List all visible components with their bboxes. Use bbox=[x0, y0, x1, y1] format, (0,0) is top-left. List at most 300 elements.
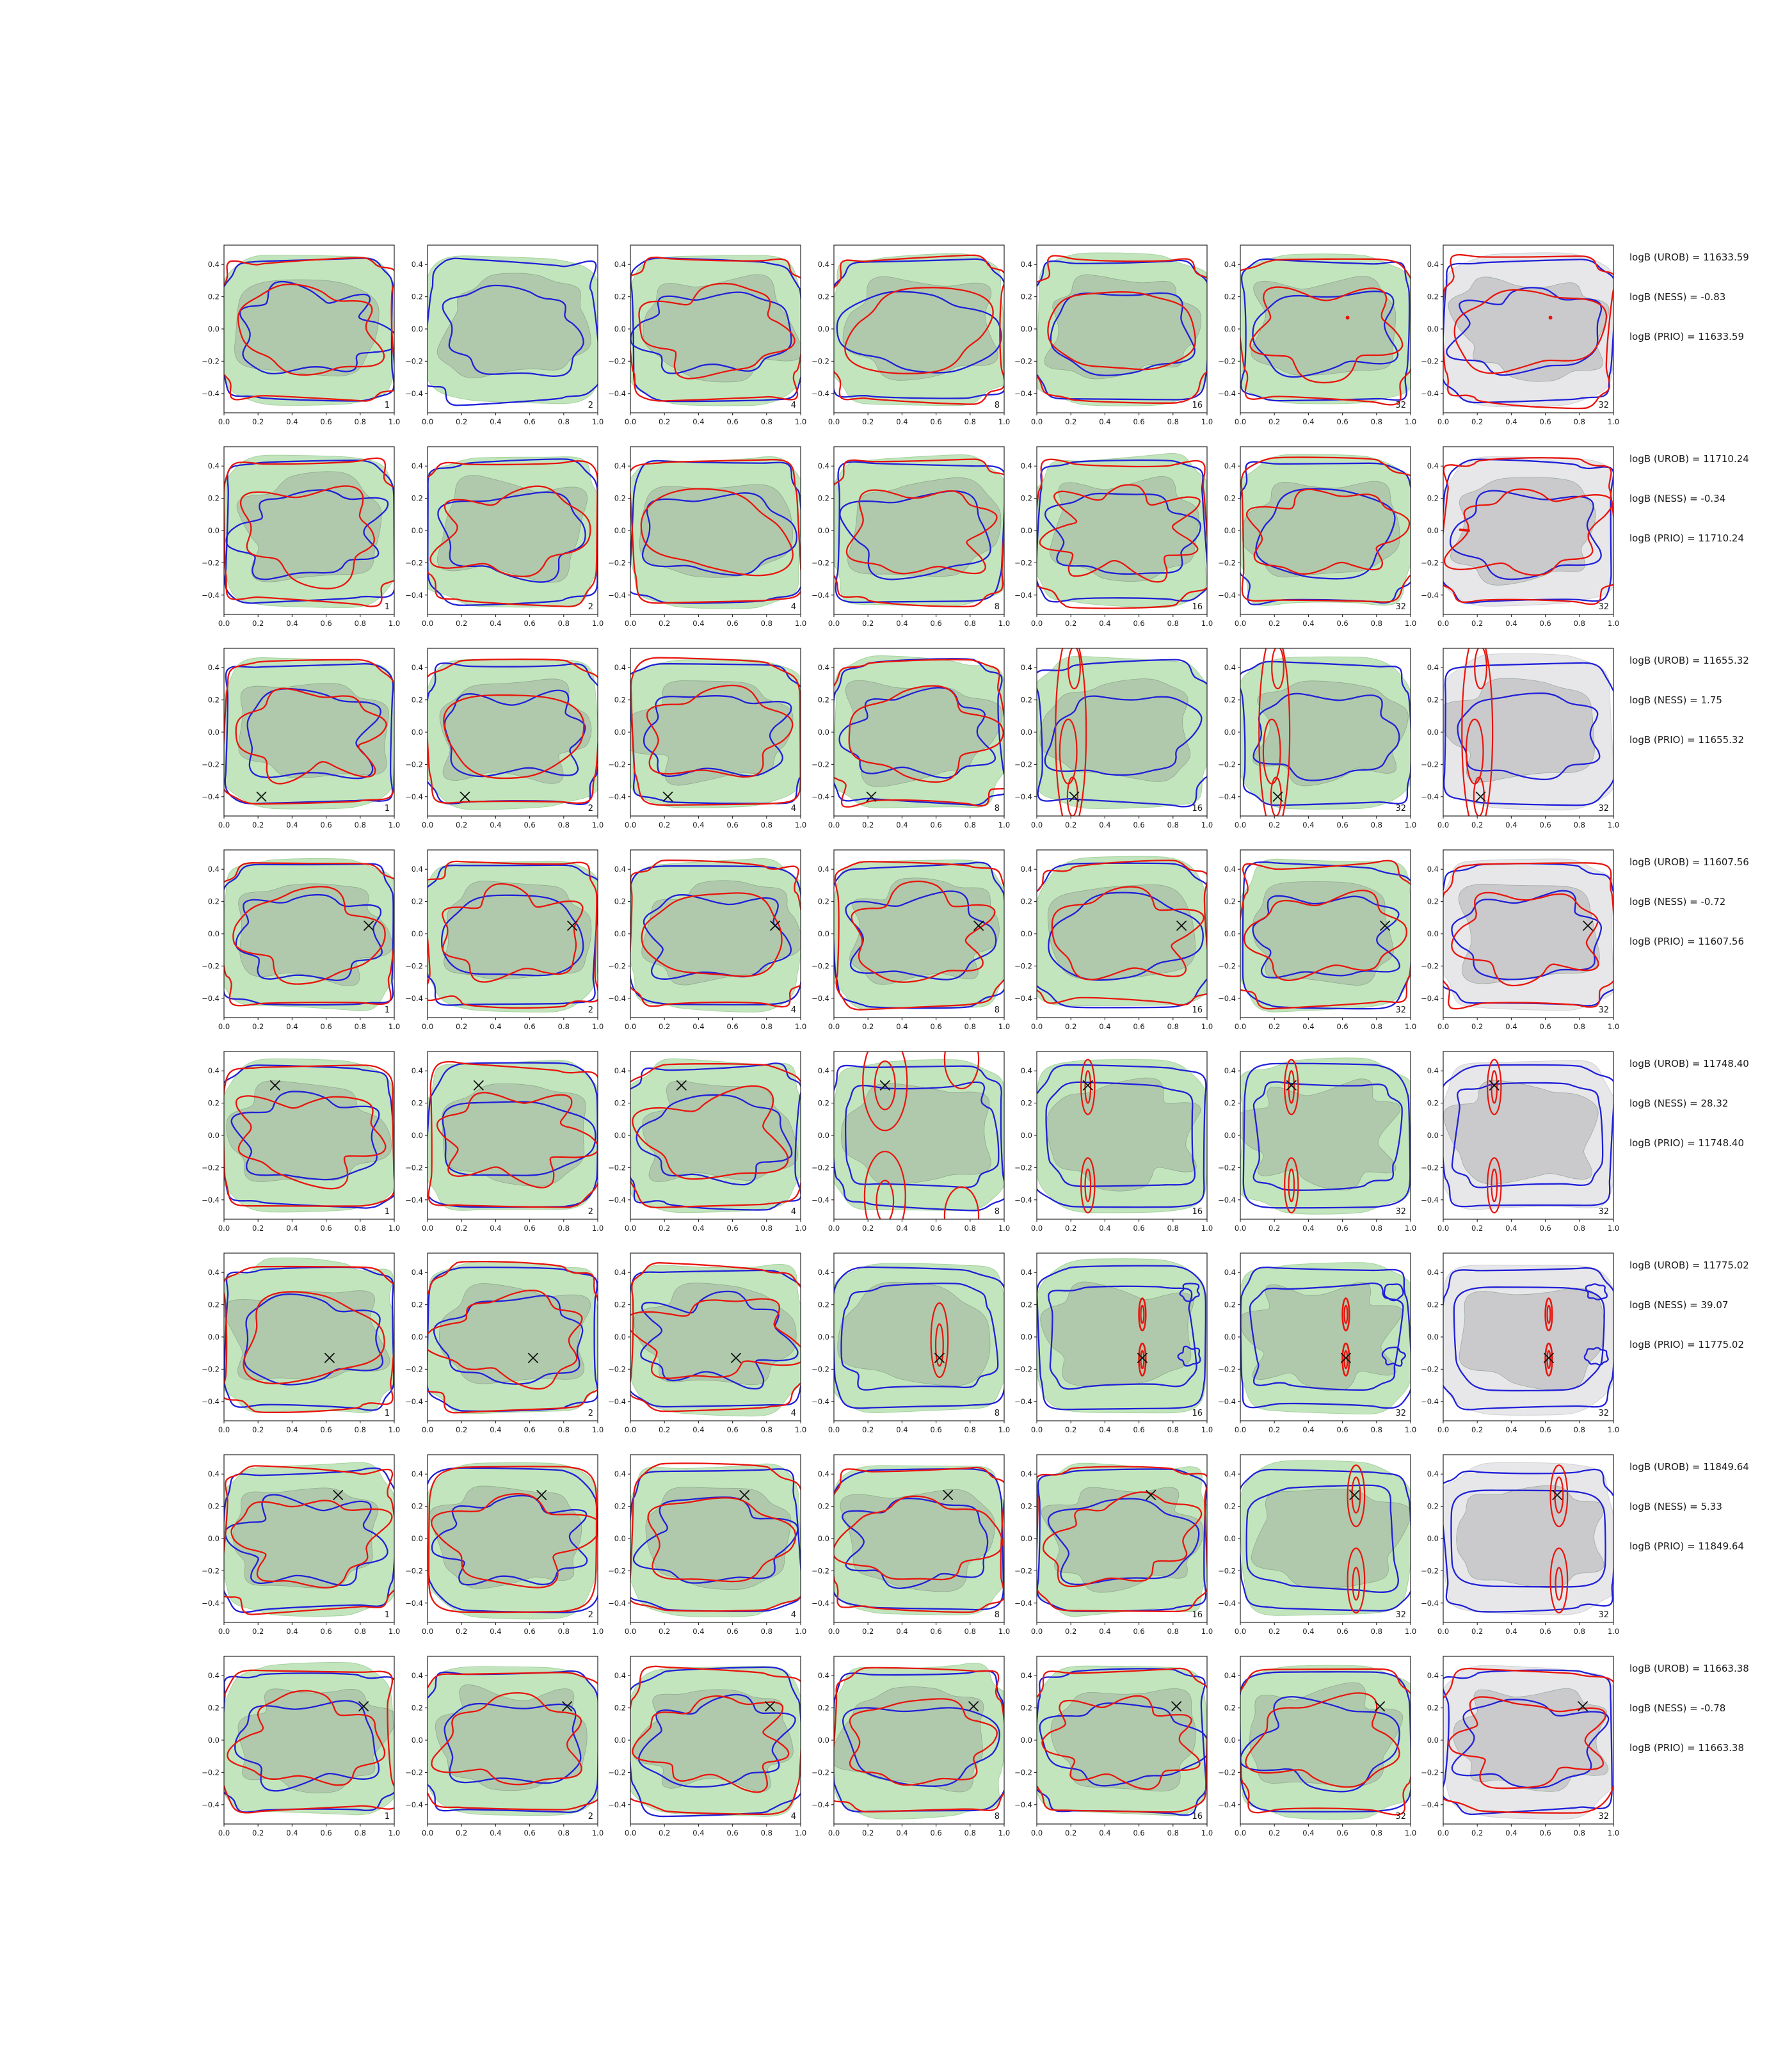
x-tick-label: 1.0 bbox=[1607, 1224, 1620, 1233]
contour-plot bbox=[189, 1649, 404, 1845]
x-tick-label: 0.2 bbox=[1268, 1627, 1280, 1636]
subplot-row6-col5 bbox=[1002, 1245, 1217, 1442]
y-tick-label: 0.4 bbox=[207, 1066, 220, 1076]
y-tick-label: 0.2 bbox=[207, 493, 220, 503]
y-tick-label: 0.0 bbox=[411, 728, 423, 737]
contour-plot bbox=[1002, 1245, 1217, 1442]
x-tick-label: 0.4 bbox=[286, 1022, 298, 1031]
row-annotation bbox=[1629, 250, 1792, 369]
y-tick-label: 0.4 bbox=[1224, 461, 1236, 471]
x-tick-label: 0.4 bbox=[1302, 417, 1315, 426]
x-tick-label: 0.4 bbox=[489, 1425, 502, 1434]
contour-plot bbox=[392, 842, 607, 1039]
y-tick-label: −0.4 bbox=[202, 1598, 220, 1608]
logb-ness-value: logB (NESS) = 5.33 bbox=[1629, 1501, 1722, 1512]
x-tick-label: 0.8 bbox=[557, 1627, 570, 1636]
y-tick-label: 0.0 bbox=[614, 728, 626, 737]
x-tick-label: 0.8 bbox=[557, 619, 570, 628]
y-tick-label: 0.4 bbox=[614, 1469, 626, 1479]
y-tick-label: 0.4 bbox=[614, 1671, 626, 1681]
y-tick-label: 0.0 bbox=[1427, 1736, 1439, 1745]
logb-urob-value: logB (UROB) = 11775.02 bbox=[1629, 1260, 1749, 1271]
y-tick-label: −0.2 bbox=[1421, 1163, 1439, 1172]
y-tick-label: −0.4 bbox=[1421, 1195, 1439, 1204]
y-tick-label: 0.2 bbox=[207, 1098, 220, 1108]
x-tick-label: 0.8 bbox=[1370, 1828, 1382, 1837]
subplot-row5-col3 bbox=[595, 1044, 810, 1240]
particle-count-label: 4 bbox=[790, 1409, 796, 1418]
y-tick-label: −0.2 bbox=[202, 760, 220, 769]
x-tick-label: 0.4 bbox=[1505, 417, 1517, 426]
y-tick-label: −0.2 bbox=[1421, 1364, 1439, 1374]
x-tick-label: 0.6 bbox=[1539, 417, 1551, 426]
x-tick-label: 0.8 bbox=[964, 1828, 976, 1837]
subplot-row8-col3 bbox=[595, 1649, 810, 1845]
y-tick-label: 0.2 bbox=[1224, 695, 1236, 705]
contour-plot bbox=[189, 842, 404, 1039]
x-tick-label: 0.2 bbox=[861, 1022, 874, 1031]
x-tick-label: 0.0 bbox=[828, 619, 840, 628]
x-tick-label: 0.0 bbox=[421, 417, 433, 426]
y-tick-label: 0.4 bbox=[1427, 461, 1439, 471]
contour-plot bbox=[1408, 842, 1623, 1039]
particle-count-label: 1 bbox=[384, 1005, 390, 1015]
y-tick-label: −0.4 bbox=[811, 590, 829, 600]
x-tick-label: 0.8 bbox=[760, 1627, 772, 1636]
x-tick-label: 1.0 bbox=[1201, 417, 1213, 426]
y-tick-label: 0.2 bbox=[817, 1501, 829, 1511]
logb-prio-value: logB (PRIO) = 11775.02 bbox=[1629, 1339, 1745, 1350]
x-tick-label: 0.6 bbox=[1539, 1425, 1551, 1434]
x-tick-label: 0.2 bbox=[1065, 1425, 1077, 1434]
y-tick-label: 0.4 bbox=[817, 865, 829, 874]
x-tick-label: 1.0 bbox=[591, 1828, 604, 1837]
particle-count-label: 32 bbox=[1598, 1610, 1609, 1620]
subplot-row7-col2 bbox=[392, 1447, 607, 1644]
x-tick-label: 0.6 bbox=[320, 1828, 332, 1837]
x-tick-label: 0.4 bbox=[1302, 1224, 1315, 1233]
x-tick-label: 0.0 bbox=[828, 820, 840, 829]
x-tick-label: 0.4 bbox=[489, 1224, 502, 1233]
y-tick-label: −0.4 bbox=[404, 388, 423, 398]
x-tick-label: 0.8 bbox=[1573, 1224, 1585, 1233]
y-tick-label: −0.4 bbox=[202, 388, 220, 398]
y-tick-label: −0.2 bbox=[1014, 1163, 1032, 1172]
y-tick-label: 0.4 bbox=[1020, 663, 1032, 673]
x-tick-label: 0.6 bbox=[1539, 1828, 1551, 1837]
y-tick-label: −0.4 bbox=[1217, 792, 1236, 801]
contour-plot bbox=[1408, 641, 1623, 837]
y-tick-label: 0.0 bbox=[1224, 1332, 1236, 1341]
x-tick-label: 0.8 bbox=[1167, 1022, 1179, 1031]
x-tick-label: 0.0 bbox=[218, 1425, 230, 1434]
x-tick-label: 0.6 bbox=[726, 1425, 739, 1434]
y-tick-label: −0.4 bbox=[608, 388, 626, 398]
y-tick-label: 0.4 bbox=[411, 1268, 423, 1277]
x-tick-label: 0.4 bbox=[1099, 1224, 1111, 1233]
y-tick-label: 0.0 bbox=[1020, 324, 1032, 333]
row-annotation bbox=[1629, 855, 1792, 974]
x-tick-label: 0.4 bbox=[692, 1425, 705, 1434]
y-tick-label: −0.2 bbox=[1014, 1768, 1032, 1777]
particle-count-label: 32 bbox=[1395, 1207, 1406, 1217]
particle-count-label: 2 bbox=[588, 1409, 593, 1418]
row-annotation bbox=[1629, 653, 1792, 772]
x-tick-label: 0.4 bbox=[1099, 1828, 1111, 1837]
particle-count-label: 8 bbox=[994, 1409, 1000, 1418]
logb-ness-value: logB (NESS) = 28.32 bbox=[1629, 1098, 1729, 1109]
x-tick-label: 1.0 bbox=[998, 820, 1010, 829]
x-tick-label: 0.6 bbox=[320, 1425, 332, 1434]
y-tick-label: −0.2 bbox=[1217, 356, 1236, 366]
y-tick-label: −0.4 bbox=[1421, 1598, 1439, 1608]
y-tick-label: 0.0 bbox=[1020, 526, 1032, 535]
particle-count-label: 2 bbox=[588, 401, 593, 410]
y-tick-label: 0.2 bbox=[817, 1300, 829, 1309]
subplot-row7-col5 bbox=[1002, 1447, 1217, 1644]
particle-count-label: 1 bbox=[384, 602, 390, 612]
x-tick-label: 0.8 bbox=[1573, 417, 1585, 426]
x-tick-label: 0.8 bbox=[964, 1627, 976, 1636]
y-tick-label: −0.2 bbox=[1014, 356, 1032, 366]
x-tick-label: 0.2 bbox=[1471, 1224, 1484, 1233]
x-tick-label: 0.2 bbox=[1268, 1022, 1280, 1031]
y-tick-label: −0.4 bbox=[1217, 1396, 1236, 1406]
y-tick-label: −0.2 bbox=[202, 558, 220, 568]
contour-plot bbox=[799, 1245, 1014, 1442]
x-tick-label: 0.2 bbox=[1268, 417, 1280, 426]
x-tick-label: 0.0 bbox=[1234, 1224, 1246, 1233]
x-tick-label: 0.0 bbox=[421, 820, 433, 829]
x-tick-label: 0.0 bbox=[218, 619, 230, 628]
contour-plot bbox=[392, 1245, 607, 1442]
y-tick-label: 0.4 bbox=[411, 663, 423, 673]
particle-count-label: 16 bbox=[1192, 804, 1203, 813]
y-tick-label: −0.4 bbox=[202, 1800, 220, 1809]
subplot-row2-col5 bbox=[1002, 439, 1217, 636]
x-tick-label: 0.0 bbox=[421, 1022, 433, 1031]
y-tick-label: −0.2 bbox=[811, 961, 829, 971]
contour-plot bbox=[1002, 237, 1217, 434]
x-tick-label: 0.0 bbox=[1437, 1022, 1450, 1031]
x-tick-label: 0.2 bbox=[455, 1828, 467, 1837]
y-tick-label: −0.4 bbox=[1217, 1195, 1236, 1204]
x-tick-label: 0.8 bbox=[354, 1627, 366, 1636]
subplot-row3-col4 bbox=[799, 641, 1014, 837]
row-annotation bbox=[1629, 452, 1792, 571]
subplot-row1-col2 bbox=[392, 237, 607, 434]
x-tick-label: 1.0 bbox=[591, 820, 604, 829]
x-tick-label: 0.0 bbox=[828, 1425, 840, 1434]
contour-plot bbox=[799, 842, 1014, 1039]
x-tick-label: 0.0 bbox=[1234, 1425, 1246, 1434]
y-tick-label: 0.2 bbox=[1224, 493, 1236, 503]
y-tick-label: 0.2 bbox=[411, 1703, 423, 1713]
subplot-row7-col3 bbox=[595, 1447, 810, 1644]
y-tick-label: 0.4 bbox=[1427, 1268, 1439, 1277]
x-tick-label: 0.0 bbox=[421, 619, 433, 628]
x-tick-label: 0.6 bbox=[726, 1224, 739, 1233]
y-tick-label: 0.4 bbox=[411, 260, 423, 269]
x-tick-label: 0.0 bbox=[1030, 1022, 1043, 1031]
x-tick-label: 0.6 bbox=[929, 1425, 942, 1434]
x-tick-label: 0.0 bbox=[1437, 1627, 1450, 1636]
x-tick-label: 0.2 bbox=[1471, 1022, 1484, 1031]
x-tick-label: 0.8 bbox=[557, 1425, 570, 1434]
y-tick-label: 0.2 bbox=[817, 695, 829, 705]
y-tick-label: 0.4 bbox=[1020, 1066, 1032, 1076]
contour-plot bbox=[1408, 237, 1623, 434]
x-tick-label: 1.0 bbox=[1404, 1224, 1416, 1233]
x-tick-label: 0.8 bbox=[964, 417, 976, 426]
contour-plot bbox=[1205, 1044, 1420, 1240]
x-tick-label: 0.8 bbox=[1167, 1828, 1179, 1837]
subplot-row1-col6 bbox=[1205, 237, 1420, 434]
red-dash-marker bbox=[1460, 530, 1469, 531]
y-tick-label: −0.4 bbox=[1421, 993, 1439, 1003]
x-tick-label: 1.0 bbox=[794, 417, 807, 426]
y-tick-label: 0.0 bbox=[207, 1736, 220, 1745]
logb-urob-value: logB (UROB) = 11607.56 bbox=[1629, 856, 1749, 868]
y-tick-label: −0.2 bbox=[404, 558, 423, 568]
x-tick-label: 0.6 bbox=[1133, 1627, 1145, 1636]
x-tick-label: 0.2 bbox=[659, 619, 671, 628]
y-tick-label: −0.2 bbox=[608, 558, 626, 568]
y-tick-label: 0.0 bbox=[411, 1534, 423, 1543]
y-tick-label: 0.2 bbox=[1224, 1300, 1236, 1309]
particle-count-label: 1 bbox=[384, 804, 390, 813]
x-tick-label: 0.6 bbox=[1539, 1224, 1551, 1233]
contour-plot bbox=[799, 1044, 1014, 1240]
x-tick-label: 0.0 bbox=[1437, 619, 1450, 628]
x-tick-label: 0.6 bbox=[1133, 1224, 1145, 1233]
y-tick-label: 0.0 bbox=[817, 929, 829, 938]
x-tick-label: 0.6 bbox=[726, 1627, 739, 1636]
particle-count-label: 8 bbox=[994, 602, 1000, 612]
x-tick-label: 0.0 bbox=[1030, 619, 1043, 628]
x-tick-label: 0.4 bbox=[1505, 1425, 1517, 1434]
x-tick-label: 0.0 bbox=[828, 1022, 840, 1031]
x-tick-label: 0.6 bbox=[726, 1828, 739, 1837]
logb-prio-value: logB (PRIO) = 11710.24 bbox=[1629, 532, 1745, 544]
y-tick-label: −0.4 bbox=[1014, 1598, 1032, 1608]
y-tick-label: −0.4 bbox=[202, 792, 220, 801]
subplot-row3-col2 bbox=[392, 641, 607, 837]
x-tick-label: 1.0 bbox=[794, 619, 807, 628]
y-tick-label: 0.2 bbox=[1020, 493, 1032, 503]
y-tick-label: −0.4 bbox=[202, 590, 220, 600]
particle-count-label: 32 bbox=[1395, 401, 1406, 410]
x-tick-label: 0.6 bbox=[1336, 1828, 1348, 1837]
contour-plot bbox=[799, 1649, 1014, 1845]
particle-count-label: 32 bbox=[1395, 602, 1406, 612]
x-tick-label: 0.4 bbox=[1099, 417, 1111, 426]
particle-count-label: 4 bbox=[790, 1610, 796, 1620]
x-tick-label: 1.0 bbox=[794, 1224, 807, 1233]
x-tick-label: 0.2 bbox=[252, 1627, 264, 1636]
y-tick-label: −0.2 bbox=[1421, 760, 1439, 769]
x-tick-label: 0.0 bbox=[1030, 820, 1043, 829]
logb-prio-value: logB (PRIO) = 11655.32 bbox=[1629, 734, 1745, 746]
x-tick-label: 0.0 bbox=[1234, 1627, 1246, 1636]
y-tick-label: −0.2 bbox=[404, 961, 423, 971]
y-tick-label: −0.4 bbox=[404, 1396, 423, 1406]
particle-count-label: 2 bbox=[588, 804, 593, 813]
x-tick-label: 1.0 bbox=[591, 619, 604, 628]
x-tick-label: 0.8 bbox=[1370, 619, 1382, 628]
x-tick-label: 0.6 bbox=[726, 417, 739, 426]
x-tick-label: 0.6 bbox=[320, 1627, 332, 1636]
logb-ness-value: logB (NESS) = 39.07 bbox=[1629, 1299, 1729, 1311]
x-tick-label: 0.6 bbox=[929, 1224, 942, 1233]
x-tick-label: 0.6 bbox=[320, 1022, 332, 1031]
x-tick-label: 0.4 bbox=[1505, 619, 1517, 628]
y-tick-label: 0.4 bbox=[1224, 865, 1236, 874]
x-tick-label: 0.2 bbox=[1065, 1224, 1077, 1233]
y-tick-label: −0.4 bbox=[1014, 792, 1032, 801]
x-tick-label: 0.8 bbox=[354, 619, 366, 628]
x-tick-label: 0.0 bbox=[1234, 619, 1246, 628]
y-tick-label: 0.0 bbox=[207, 324, 220, 333]
x-tick-label: 0.8 bbox=[760, 1022, 772, 1031]
y-tick-label: −0.2 bbox=[1421, 961, 1439, 971]
contour-plot bbox=[595, 439, 810, 636]
y-tick-label: 0.0 bbox=[1224, 1131, 1236, 1140]
particle-count-label: 4 bbox=[790, 401, 796, 410]
particle-count-label: 1 bbox=[384, 1409, 390, 1418]
x-tick-label: 0.8 bbox=[1573, 1627, 1585, 1636]
x-tick-label: 0.2 bbox=[1471, 820, 1484, 829]
y-tick-label: 0.4 bbox=[207, 461, 220, 471]
x-tick-label: 0.4 bbox=[1505, 1224, 1517, 1233]
y-tick-label: 0.4 bbox=[1020, 1268, 1032, 1277]
x-tick-label: 0.2 bbox=[1471, 1425, 1484, 1434]
particle-count-label: 32 bbox=[1598, 1005, 1609, 1015]
x-tick-label: 0.8 bbox=[1573, 619, 1585, 628]
y-tick-label: −0.4 bbox=[811, 1396, 829, 1406]
y-tick-label: −0.2 bbox=[202, 1364, 220, 1374]
x-tick-label: 0.4 bbox=[1099, 820, 1111, 829]
x-tick-label: 0.4 bbox=[286, 820, 298, 829]
subplot-row6-col3 bbox=[595, 1245, 810, 1442]
x-tick-label: 0.8 bbox=[557, 1224, 570, 1233]
contour-plot bbox=[392, 641, 607, 837]
x-tick-label: 0.4 bbox=[1505, 1828, 1517, 1837]
y-tick-label: −0.4 bbox=[1421, 1396, 1439, 1406]
x-tick-label: 1.0 bbox=[1607, 619, 1620, 628]
x-tick-label: 0.4 bbox=[1302, 820, 1315, 829]
y-tick-label: 0.2 bbox=[207, 1703, 220, 1713]
x-tick-label: 0.6 bbox=[929, 1828, 942, 1837]
x-tick-label: 0.8 bbox=[1167, 619, 1179, 628]
contour-plot bbox=[595, 1044, 810, 1240]
x-tick-label: 0.2 bbox=[1471, 1828, 1484, 1837]
logb-urob-value: logB (UROB) = 11633.59 bbox=[1629, 252, 1749, 263]
x-tick-label: 1.0 bbox=[1607, 820, 1620, 829]
row-annotation bbox=[1629, 1460, 1792, 1579]
x-tick-label: 0.0 bbox=[624, 619, 637, 628]
y-tick-label: 0.0 bbox=[411, 1131, 423, 1140]
particle-count-label: 32 bbox=[1598, 1207, 1609, 1217]
x-tick-label: 0.4 bbox=[895, 619, 908, 628]
y-tick-label: 0.0 bbox=[614, 929, 626, 938]
subplot-row4-col3 bbox=[595, 842, 810, 1039]
contour-plot bbox=[392, 237, 607, 434]
y-tick-label: 0.2 bbox=[614, 1703, 626, 1713]
subplot-row4-col2 bbox=[392, 842, 607, 1039]
contour-plot bbox=[595, 1649, 810, 1845]
particle-count-label: 2 bbox=[588, 1005, 593, 1015]
logb-ness-value: logB (NESS) = -0.78 bbox=[1629, 1702, 1726, 1714]
x-tick-label: 0.2 bbox=[1268, 1828, 1280, 1837]
y-tick-label: −0.2 bbox=[1421, 558, 1439, 568]
particle-count-label: 32 bbox=[1395, 1409, 1406, 1418]
subplot-row3-col3 bbox=[595, 641, 810, 837]
x-tick-label: 0.0 bbox=[1234, 820, 1246, 829]
x-tick-label: 1.0 bbox=[1607, 1022, 1620, 1031]
y-tick-label: 0.4 bbox=[1224, 260, 1236, 269]
y-tick-label: −0.4 bbox=[1421, 792, 1439, 801]
x-tick-label: 0.6 bbox=[523, 1224, 536, 1233]
x-tick-label: 0.4 bbox=[489, 820, 502, 829]
y-tick-label: 0.4 bbox=[614, 1268, 626, 1277]
y-tick-label: −0.4 bbox=[1217, 590, 1236, 600]
y-tick-label: −0.2 bbox=[1014, 558, 1032, 568]
x-tick-label: 0.8 bbox=[1573, 1425, 1585, 1434]
x-tick-label: 0.4 bbox=[1099, 1425, 1111, 1434]
particle-count-label: 4 bbox=[790, 1207, 796, 1217]
particle-count-label: 16 bbox=[1192, 401, 1203, 410]
particle-count-label: 8 bbox=[994, 1812, 1000, 1821]
x-tick-label: 0.8 bbox=[1573, 1828, 1585, 1837]
logb-prio-value: logB (PRIO) = 11663.38 bbox=[1629, 1742, 1745, 1754]
subplot-row6-col1 bbox=[189, 1245, 404, 1442]
y-tick-label: −0.2 bbox=[202, 1768, 220, 1777]
x-tick-label: 0.0 bbox=[218, 1022, 230, 1031]
x-tick-label: 0.8 bbox=[354, 1022, 366, 1031]
subplot-row4-col7 bbox=[1408, 842, 1623, 1039]
subplot-row5-col1 bbox=[189, 1044, 404, 1240]
x-tick-label: 1.0 bbox=[998, 1425, 1010, 1434]
y-tick-label: −0.4 bbox=[404, 590, 423, 600]
x-tick-label: 0.4 bbox=[489, 1828, 502, 1837]
contour-plot bbox=[595, 1245, 810, 1442]
x-tick-label: 1.0 bbox=[591, 1425, 604, 1434]
y-tick-label: −0.2 bbox=[811, 1364, 829, 1374]
y-tick-label: 0.2 bbox=[411, 695, 423, 705]
contour-plot bbox=[189, 1447, 404, 1644]
y-tick-label: −0.4 bbox=[608, 1195, 626, 1204]
x-tick-label: 0.2 bbox=[861, 619, 874, 628]
x-tick-label: 0.6 bbox=[1539, 1022, 1551, 1031]
particle-count-label: 32 bbox=[1395, 1610, 1406, 1620]
y-tick-label: −0.2 bbox=[608, 1364, 626, 1374]
x-tick-label: 0.6 bbox=[1336, 1224, 1348, 1233]
contour-plot bbox=[1205, 237, 1420, 434]
contour-plot bbox=[1002, 1044, 1217, 1240]
y-tick-label: −0.4 bbox=[404, 1800, 423, 1809]
y-tick-label: 0.0 bbox=[1427, 526, 1439, 535]
x-tick-label: 1.0 bbox=[388, 1828, 401, 1837]
subplot-row4-col4 bbox=[799, 842, 1014, 1039]
particle-count-label: 32 bbox=[1598, 804, 1609, 813]
y-tick-label: −0.4 bbox=[404, 792, 423, 801]
x-tick-label: 0.8 bbox=[1370, 1224, 1382, 1233]
y-tick-label: −0.2 bbox=[404, 760, 423, 769]
x-tick-label: 0.2 bbox=[1065, 619, 1077, 628]
x-tick-label: 0.4 bbox=[692, 1828, 705, 1837]
y-tick-label: −0.2 bbox=[404, 1163, 423, 1172]
